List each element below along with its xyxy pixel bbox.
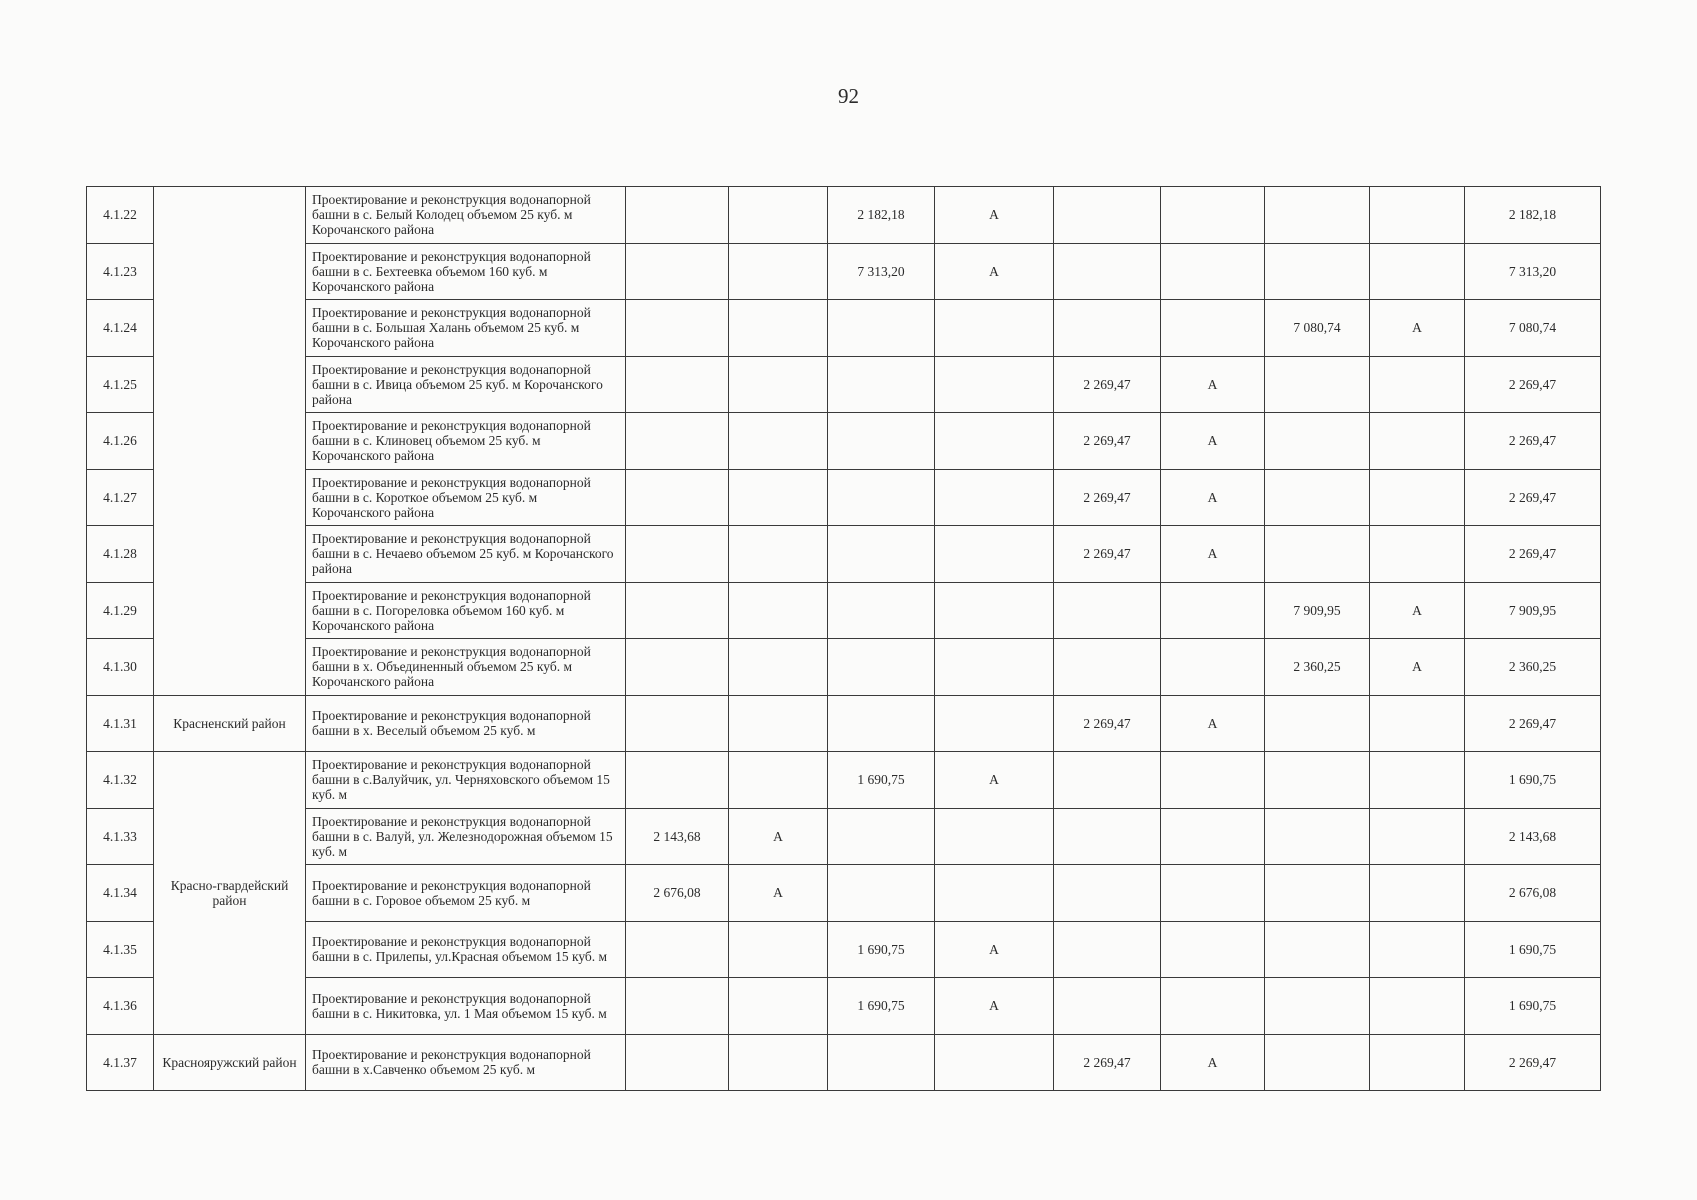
source-code-cell [1161,639,1265,696]
source-code-cell [935,300,1054,357]
amount-cell: 2 269,47 [1054,413,1161,470]
table-row [87,978,1601,1035]
source-code-cell: А [935,921,1054,978]
amount-cell [1054,639,1161,696]
amount-cell [1265,526,1370,583]
row-number: 4.1.25 [87,356,154,413]
table-row [87,243,1601,300]
amount-cell [1054,921,1161,978]
amount-cell [626,413,729,470]
amount-cell [1054,808,1161,865]
project-description: Проектирование и реконструкция водонапорной башни в с. Большая Халань объемом 25 куб. м Корочанского района [306,300,626,357]
total-cell: 2 269,47 [1465,1034,1601,1091]
total-cell: 1 690,75 [1465,921,1601,978]
amount-cell [1265,1034,1370,1091]
source-code-cell [729,187,828,244]
source-code-cell: А [1161,413,1265,470]
amount-cell [828,865,935,922]
source-code-cell [1370,413,1465,470]
source-code-cell: А [1370,582,1465,639]
source-code-cell: А [935,752,1054,809]
page-number: 92 [838,84,859,108]
source-code-cell [729,356,828,413]
total-cell: 7 909,95 [1465,582,1601,639]
amount-cell [1265,865,1370,922]
amount-cell [1265,921,1370,978]
source-code-cell: А [935,187,1054,244]
amount-cell [1265,356,1370,413]
amount-cell: 1 690,75 [828,921,935,978]
source-code-cell [729,1034,828,1091]
amount-cell [828,639,935,696]
amount-cell [1054,582,1161,639]
source-code-cell: А [935,243,1054,300]
amount-cell [626,243,729,300]
total-cell: 2 269,47 [1465,469,1601,526]
amount-cell [828,413,935,470]
amount-cell [828,356,935,413]
amount-cell [626,1034,729,1091]
source-code-cell [1370,808,1465,865]
row-number: 4.1.26 [87,413,154,470]
amount-cell: 7 080,74 [1265,300,1370,357]
source-code-cell [1370,469,1465,526]
amount-cell [626,978,729,1035]
source-code-cell [1161,300,1265,357]
source-code-cell [1161,187,1265,244]
amount-cell [1265,187,1370,244]
district-cell [154,187,306,696]
table-row [87,300,1601,357]
source-code-cell: А [1370,300,1465,357]
amount-cell [828,1034,935,1091]
table-row [87,695,1601,752]
amount-cell: 2 360,25 [1265,639,1370,696]
amount-cell [1265,469,1370,526]
source-code-cell: А [1161,469,1265,526]
source-code-cell [1370,187,1465,244]
row-number: 4.1.22 [87,187,154,244]
amount-cell [1265,243,1370,300]
source-code-cell: А [1161,356,1265,413]
district-cell: Красненский район [154,695,306,752]
source-code-cell [729,243,828,300]
source-code-cell: А [1161,1034,1265,1091]
project-description: Проектирование и реконструкция водонапорной башни в с. Белый Колодец объемом 25 куб. м Корочанского района [306,187,626,244]
source-code-cell [1161,865,1265,922]
source-code-cell [935,639,1054,696]
source-code-cell [935,469,1054,526]
amount-cell: 2 269,47 [1054,356,1161,413]
table-row [87,639,1601,696]
amount-cell: 2 676,08 [626,865,729,922]
project-description: Проектирование и реконструкция водонапорной башни в с. Клиновец объемом 25 куб. м Корочанского района [306,413,626,470]
project-description: Проектирование и реконструкция водонапорной башни в с. Нечаево объемом 25 куб. м Корочанского района [306,526,626,583]
program-table [86,186,1601,1091]
amount-cell: 2 269,47 [1054,526,1161,583]
source-code-cell [1370,1034,1465,1091]
source-code-cell [729,695,828,752]
source-code-cell: А [1161,695,1265,752]
amount-cell [626,752,729,809]
source-code-cell: А [1161,526,1265,583]
source-code-cell [729,413,828,470]
amount-cell [828,526,935,583]
total-cell: 1 690,75 [1465,752,1601,809]
amount-cell [1265,978,1370,1035]
amount-cell [626,187,729,244]
source-code-cell [935,865,1054,922]
amount-cell [626,526,729,583]
total-cell: 2 360,25 [1465,639,1601,696]
table-row [87,865,1601,922]
amount-cell [1265,413,1370,470]
amount-cell: 7 313,20 [828,243,935,300]
row-number: 4.1.27 [87,469,154,526]
source-code-cell [1370,978,1465,1035]
total-cell: 2 676,08 [1465,865,1601,922]
district-cell: Краснояружский район [154,1034,306,1091]
project-description: Проектирование и реконструкция водонапорной башни в с. Валуй, ул. Железнодорожная объемом 15 куб. м [306,808,626,865]
amount-cell [626,300,729,357]
amount-cell [828,582,935,639]
amount-cell [1054,865,1161,922]
amount-cell [626,639,729,696]
project-description: Проектирование и реконструкция водонапорной башни в с. Ивица объемом 25 куб. м Корочанского района [306,356,626,413]
amount-cell [1054,300,1161,357]
source-code-cell [1161,243,1265,300]
amount-cell [828,808,935,865]
source-code-cell [1370,695,1465,752]
amount-cell [1054,752,1161,809]
source-code-cell: А [1370,639,1465,696]
amount-cell [1054,243,1161,300]
amount-cell [1265,752,1370,809]
source-code-cell [729,921,828,978]
amount-cell [626,921,729,978]
table-row [87,469,1601,526]
source-code-cell [1370,526,1465,583]
table-row [87,413,1601,470]
source-code-cell [935,808,1054,865]
amount-cell [828,695,935,752]
source-code-cell [1161,808,1265,865]
amount-cell [626,582,729,639]
table-row [87,1034,1601,1091]
row-number: 4.1.36 [87,978,154,1035]
amount-cell: 1 690,75 [828,978,935,1035]
row-number: 4.1.37 [87,1034,154,1091]
total-cell: 2 269,47 [1465,695,1601,752]
total-cell: 2 269,47 [1465,356,1601,413]
source-code-cell: А [729,865,828,922]
total-cell: 2 269,47 [1465,413,1601,470]
amount-cell: 7 909,95 [1265,582,1370,639]
table-row [87,921,1601,978]
source-code-cell [1370,243,1465,300]
source-code-cell [1161,921,1265,978]
amount-cell: 2 269,47 [1054,469,1161,526]
source-code-cell [1370,356,1465,413]
project-description: Проектирование и реконструкция водонапорной башни в с. Горовое объемом 25 куб. м [306,865,626,922]
source-code-cell [935,695,1054,752]
source-code-cell [935,356,1054,413]
table-row [87,187,1601,244]
row-number: 4.1.30 [87,639,154,696]
source-code-cell [935,1034,1054,1091]
source-code-cell [729,469,828,526]
row-number: 4.1.35 [87,921,154,978]
total-cell: 2 182,18 [1465,187,1601,244]
total-cell: 2 143,68 [1465,808,1601,865]
table-row [87,808,1601,865]
source-code-cell: А [935,978,1054,1035]
amount-cell: 2 269,47 [1054,695,1161,752]
amount-cell [626,695,729,752]
amount-cell: 1 690,75 [828,752,935,809]
row-number: 4.1.31 [87,695,154,752]
amount-cell: 2 269,47 [1054,1034,1161,1091]
source-code-cell [1161,978,1265,1035]
project-description: Проектирование и реконструкция водонапорной башни в с. Никитовка, ул. 1 Мая объемом 15 куб. м [306,978,626,1035]
project-description: Проектирование и реконструкция водонапорной башни в с. Прилепы, ул.Красная объемом 15 куб. м [306,921,626,978]
source-code-cell [1161,752,1265,809]
district-cell: Красно-гвардейский район [154,752,306,1035]
row-number: 4.1.23 [87,243,154,300]
project-description: Проектирование и реконструкция водонапорной башни в с. Короткое объемом 25 куб. м Корочанского района [306,469,626,526]
source-code-cell [1370,752,1465,809]
amount-cell: 2 182,18 [828,187,935,244]
row-number: 4.1.34 [87,865,154,922]
source-code-cell [729,752,828,809]
source-code-cell [935,582,1054,639]
row-number: 4.1.28 [87,526,154,583]
amount-cell [1265,808,1370,865]
source-code-cell [729,526,828,583]
source-code-cell [729,300,828,357]
project-description: Проектирование и реконструкция водонапорной башни в с. Бехтеевка объемом 160 куб. м Корочанского района [306,243,626,300]
amount-cell: 2 143,68 [626,808,729,865]
amount-cell [828,469,935,526]
amount-cell [1265,695,1370,752]
project-description: Проектирование и реконструкция водонапорной башни в с. Погореловка объемом 160 куб. м Корочанского района [306,582,626,639]
source-code-cell [935,526,1054,583]
source-code-cell [729,639,828,696]
row-number: 4.1.24 [87,300,154,357]
table-row [87,356,1601,413]
table-row [87,582,1601,639]
amount-cell [626,469,729,526]
source-code-cell [729,978,828,1035]
source-code-cell [729,582,828,639]
amount-cell [1054,187,1161,244]
total-cell: 7 080,74 [1465,300,1601,357]
source-code-cell [1370,865,1465,922]
total-cell: 7 313,20 [1465,243,1601,300]
project-description: Проектирование и реконструкция водонапорной башни в х.Савченко объемом 25 куб. м [306,1034,626,1091]
amount-cell [626,356,729,413]
row-number: 4.1.32 [87,752,154,809]
source-code-cell [1161,582,1265,639]
total-cell: 2 269,47 [1465,526,1601,583]
amount-cell [828,300,935,357]
project-description: Проектирование и реконструкция водонапорной башни в х. Объединенный объемом 25 куб. м Корочанского района [306,639,626,696]
amount-cell [1054,978,1161,1035]
source-code-cell [935,413,1054,470]
project-description: Проектирование и реконструкция водонапорной башни в х. Веселый объемом 25 куб. м [306,695,626,752]
table-row [87,752,1601,809]
total-cell: 1 690,75 [1465,978,1601,1035]
table-row [87,526,1601,583]
source-code-cell [1370,921,1465,978]
row-number: 4.1.33 [87,808,154,865]
row-number: 4.1.29 [87,582,154,639]
source-code-cell: А [729,808,828,865]
project-description: Проектирование и реконструкция водонапорной башни в с.Валуйчик, ул. Черняховского объемом 15 куб. м [306,752,626,809]
